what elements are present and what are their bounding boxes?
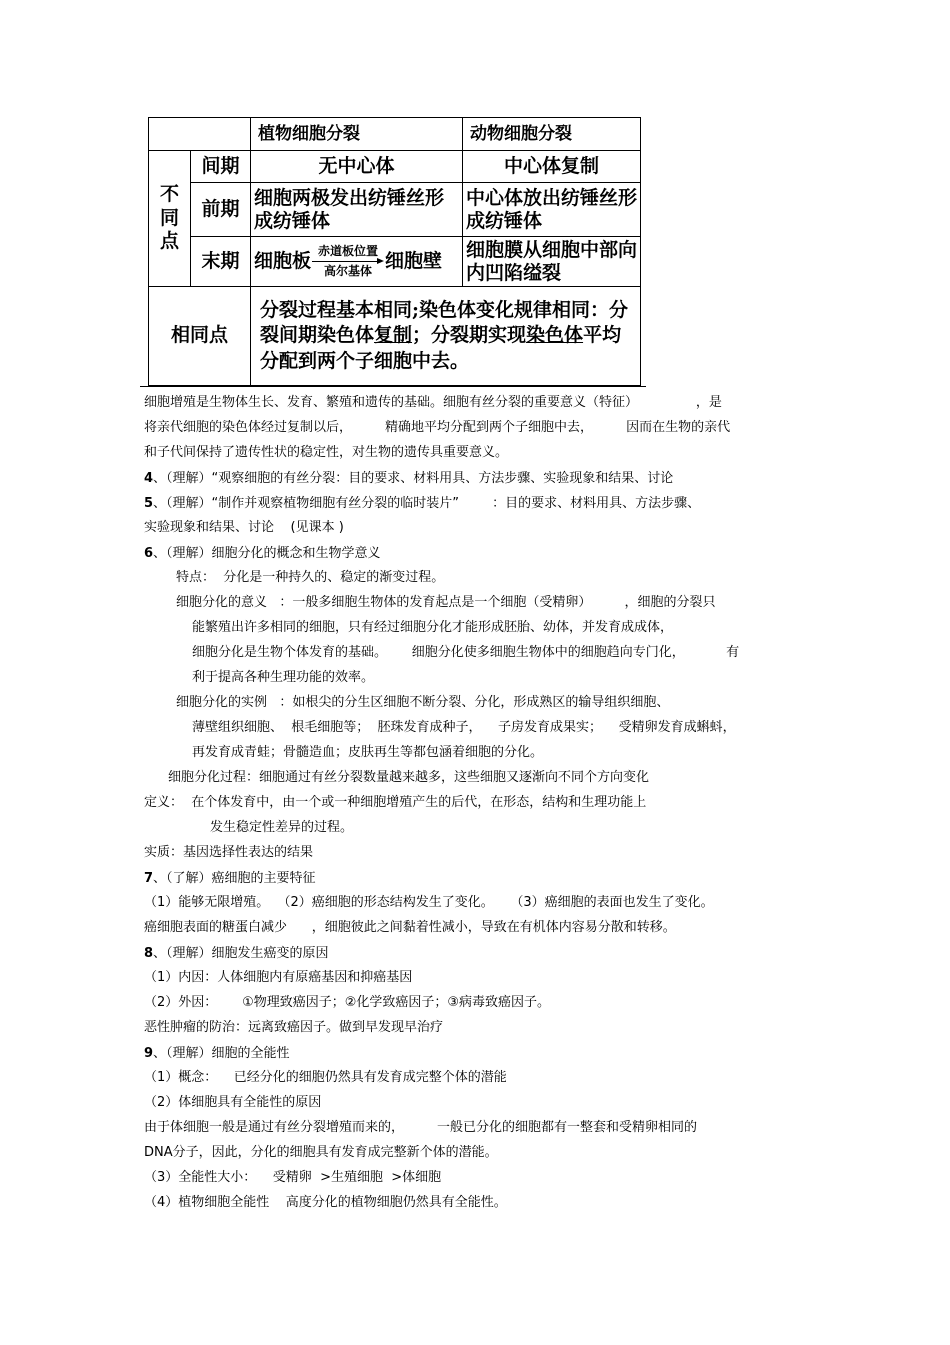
text-line [144, 419, 730, 437]
similarity-text-1: 分裂过程基本相同;染色体变化规律相同：分裂间期染色体 [260, 299, 629, 347]
line-text: 特点： 分化是一种持久的、稳定的渐变过程。 [176, 570, 445, 585]
interphase-plant-cell: 无中心体 [251, 151, 463, 183]
line-text: 细胞增殖是生物体生长、发育、繁殖和遗传的基础。细胞有丝分裂的重要意义（特征） ，是 [144, 395, 722, 410]
text-line [192, 719, 736, 737]
line-text: 细胞分化的实例 ：如根尖的分生区细胞不断分裂、分化，形成熟区的输导组织细胞、 [176, 695, 670, 710]
telophase-label: 末期 [191, 237, 251, 287]
text-line [176, 569, 444, 587]
similarity-label: 相同点 [149, 287, 251, 386]
line-text: 和子代间保持了遗传性状的稳定性，对生物的遗传具重要意义。 [144, 445, 509, 460]
text-line [144, 1045, 290, 1063]
line-text: （1）概念： 已经分化的细胞仍然具有发育成完整个体的潜能 [144, 1070, 507, 1085]
text-line [144, 470, 673, 488]
text-line [192, 644, 739, 662]
line-text: DNA分子，因此，分化的细胞具有发育成完整新个体的潜能。 [144, 1145, 498, 1160]
line-text: 、（理解）“制作并观察植物细胞有丝分裂的临时装片” ：目的要求、材料用具、方法步骤、 [153, 496, 701, 511]
line-text: 、（理解）细胞的全能性 [153, 1046, 290, 1061]
text-line [144, 1194, 507, 1212]
telophase-row [149, 237, 641, 287]
text-line [144, 394, 722, 412]
text-line [144, 994, 550, 1012]
difference-group-label: 不 同 点 [149, 151, 191, 287]
line-text: （1）能够无限增殖。 （2）癌细胞的形态结构发生了变化。 （3）癌细胞的表面也发生了变化。 [144, 895, 714, 910]
text-line [210, 819, 353, 837]
table-header-row [149, 118, 641, 151]
interphase-label: 间期 [191, 151, 251, 183]
conversion-arrow [312, 245, 384, 277]
text-line [144, 945, 329, 963]
text-line [144, 1144, 498, 1162]
line-text: 发生稳定性差异的过程。 [210, 820, 354, 835]
line-text: （2）体细胞具有全能性的原因 [144, 1095, 322, 1110]
text-line [144, 919, 676, 937]
prophase-label: 前期 [191, 183, 251, 237]
similarity-underlined-1: 复制 [374, 324, 413, 347]
text-line [144, 1019, 443, 1037]
cell-division-comparison-table [148, 117, 641, 386]
section-number: 4 [144, 471, 154, 486]
text-line [144, 894, 714, 912]
text-line [192, 744, 543, 762]
interphase-row [149, 151, 641, 183]
text-line [144, 495, 700, 513]
similarity-cell [251, 287, 641, 386]
line-text: （4）植物细胞全能性 高度分化的植物细胞仍然具有全能性。 [144, 1195, 507, 1210]
similarity-underlined-2: 染色体 [526, 324, 584, 347]
similarity-row [149, 287, 641, 386]
line-text: 薄壁组织细胞、 根毛细胞等； 胚珠发育成种子， 子房发育成果实； 受精卵发育成蝌蚪， [192, 720, 736, 735]
line-text: 恶性肿瘤的防治：远离致癌因子。做到早发现早治疗 [144, 1020, 444, 1035]
section-number: 9 [144, 1046, 154, 1061]
text-line [144, 519, 344, 537]
line-text: 、（了解）癌细胞的主要特征 [153, 871, 316, 886]
text-line [192, 619, 673, 637]
text-line [192, 669, 374, 687]
similarity-text-2: ；分裂期实现 [412, 324, 527, 347]
table-bottom-rule [140, 386, 646, 387]
text-line [168, 769, 649, 787]
line-text: （2）外因： ①物理致癌因子；②化学致癌因子；③病毒致癌因子。 [144, 995, 551, 1010]
prophase-plant-cell: 细胞两极发出纺锤丝形成纺锤体 [251, 183, 463, 237]
line-text: 将亲代细胞的染色体经过复制以后， 精确地平均分配到两个子细胞中去， 因而在生物的亲代 [144, 420, 731, 435]
line-text: 、（理解）细胞分化的概念和生物学意义 [153, 546, 381, 561]
telophase-animal-cell: 细胞膜从细胞中部向内凹陷缢裂 [463, 237, 641, 287]
similarity-text-3: 平均分配到两个子细胞中去。 [260, 324, 622, 372]
section-number: 6 [144, 546, 154, 561]
text-line [144, 844, 313, 862]
line-text: 细胞分化过程：细胞通过有丝分裂数量越来越多，这些细胞又逐渐向不同个方向变化 [168, 770, 650, 785]
line-text: 实验现象和结果、讨论 (见课本 ) [144, 520, 344, 535]
line-text: 、（理解）“观察细胞的有丝分裂：目的要求、材料用具、方法步骤、实验现象和结果、讨论 [153, 471, 674, 486]
line-text: 定义： 在个体发育中，由一个或一种细胞增殖产生的后代，在形态，结构和生理功能上 [144, 795, 647, 810]
line-text: 癌细胞表面的糖蛋白减少 ，细胞彼此之间黏着性减小，导致在有机体内容易分散和转移。 [144, 920, 676, 935]
text-line [144, 1169, 441, 1187]
line-text: 、（理解）细胞发生癌变的原因 [153, 946, 329, 961]
line-text: 细胞分化是生物个体发育的基础。 细胞分化使多细胞生物体中的细胞趋向专门化， 有 [192, 645, 740, 660]
telophase-plant-cell [251, 237, 463, 287]
interphase-animal-cell: 中心体复制 [463, 151, 641, 183]
text-line [176, 694, 669, 712]
text-line [144, 1069, 507, 1087]
section-number: 7 [144, 871, 154, 886]
text-line [144, 1094, 321, 1112]
line-text: （3）全能性大小： 受精卵 >生殖细胞 >体细胞 [144, 1170, 442, 1185]
line-text: （1）内因：人体细胞内有原癌基因和抑癌基因 [144, 970, 413, 985]
text-line [144, 969, 412, 987]
arrow-top-label: 赤道板位置 [318, 244, 379, 259]
arrow-bottom-label: 高尔基体 [324, 264, 373, 278]
text-line [144, 870, 316, 888]
plant-column-header: 植物细胞分裂 [251, 118, 463, 151]
text-line [176, 594, 715, 612]
text-line [144, 545, 381, 563]
line-text: 再发育成青蛙；骨髓造血；皮肤再生等都包涵着细胞的分化。 [192, 745, 544, 760]
line-text: 由于体细胞一般是通过有丝分裂增殖而来的， 一般已分化的细胞都有一整套和受精卵相同的 [144, 1120, 698, 1135]
cell-plate-text: 细胞板 [254, 250, 312, 273]
cell-plate-to-cell-wall [254, 245, 442, 277]
line-text: 实质：基因选择性表达的结果 [144, 845, 314, 860]
line-text: 细胞分化的意义 ：一般多细胞生物体的发育起点是一个细胞（受精卵） ，细胞的分裂只 [176, 595, 716, 610]
line-text: 利于提高各种生理功能的效率。 [192, 670, 375, 685]
cell-wall-text: 细胞壁 [385, 250, 443, 273]
table-corner-cell [149, 118, 251, 151]
right-arrow-icon [312, 258, 384, 265]
section-number: 8 [144, 946, 154, 961]
text-line [144, 794, 646, 812]
animal-column-header: 动物细胞分裂 [463, 118, 641, 151]
prophase-row [149, 183, 641, 237]
section-number: 5 [144, 496, 154, 511]
text-line [144, 1119, 697, 1137]
text-line [144, 444, 508, 462]
line-text: 能繁殖出许多相同的细胞，只有经过细胞分化才能形成胚胎、幼体，并发育成成体， [192, 620, 674, 635]
prophase-animal-cell: 中心体放出纺锤丝形成纺锤体 [463, 183, 641, 237]
